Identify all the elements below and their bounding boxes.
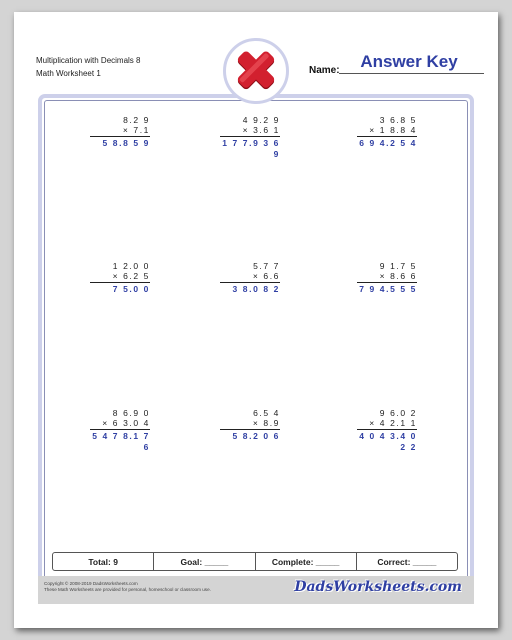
multiplicand: 1 2.0 0: [112, 261, 150, 271]
multiplier: × 1 8.8 4: [369, 125, 417, 135]
multiplicand: 8.2 9: [123, 115, 150, 125]
answer: 7 9 4.5 5 5: [359, 284, 417, 294]
worksheet-page: [14, 12, 498, 628]
score-box: [52, 552, 458, 571]
problem-1: [90, 115, 150, 149]
problem-8: [220, 408, 280, 442]
multiplier: × 3.6 1: [242, 125, 280, 135]
problem-3: [357, 115, 417, 149]
multiplier: × 7.1: [122, 125, 150, 135]
answer-rule: [220, 429, 280, 430]
multiplicand: 5.7 7: [253, 261, 280, 271]
title-line-1: Multiplication with Decimals 8: [36, 56, 141, 65]
problem-6: [357, 261, 417, 295]
answer: 4 0 4 3.4 0 2 2: [359, 431, 417, 452]
answer: 7 5.0 0: [112, 284, 150, 294]
multiplier: × 8.6 6: [379, 271, 417, 281]
multiplicand: 9 6.0 2: [379, 408, 417, 418]
answer-rule: [90, 429, 150, 430]
answer: 5 8.2 0 6: [232, 431, 280, 441]
red-x-icon: [223, 38, 289, 104]
answer: 1 7 7.9 3 6 9: [222, 138, 280, 159]
copyright-line-1: Copyright © 2008-2019 DadsWorksheets.com: [44, 581, 138, 586]
multiplier: × 8.9: [252, 418, 280, 428]
answer-rule: [357, 282, 417, 283]
answer-key-text: Answer Key: [360, 52, 458, 71]
problem-7: [90, 408, 150, 453]
multiplicand: 8 6.9 0: [112, 408, 150, 418]
correct-cell: Correct: _____: [377, 556, 437, 567]
multiplicand: 9 1.7 5: [379, 261, 417, 271]
answer-rule: [90, 282, 150, 283]
answer: 5 8.8 5 9: [102, 138, 150, 148]
goal-cell: Goal: _____: [154, 553, 255, 570]
total-cell: Total: 9: [53, 553, 154, 570]
problem-5: [220, 261, 280, 295]
multiplier: × 6.6: [252, 271, 280, 281]
brand-logo: DadsWorksheets.com: [294, 579, 462, 595]
worksheet-title: [36, 54, 140, 80]
answer-rule: [220, 136, 280, 137]
multiplier: × 6.2 5: [112, 271, 150, 281]
complete-cell: Complete: _____: [256, 553, 357, 570]
copyright: [44, 581, 211, 593]
multiplicand: 3 6.8 5: [379, 115, 417, 125]
problem-2: [220, 115, 280, 160]
answer-rule: [357, 136, 417, 137]
answer-rule: [220, 282, 280, 283]
name-line: [339, 73, 484, 74]
title-line-2: Math Worksheet 1: [36, 69, 101, 78]
problem-9: [357, 408, 417, 453]
multiplicand: 4 9.2 9: [242, 115, 280, 125]
answer: 3 8.0 8 2: [232, 284, 280, 294]
name-label: Name:: [309, 65, 340, 76]
copyright-line-2: These Math Worksheets are provided for personal, homeschool or classroom use.: [44, 587, 211, 592]
answer-rule: [357, 429, 417, 430]
answer: 5 4 7 8.1 7 6: [92, 431, 150, 452]
answer-rule: [90, 136, 150, 137]
multiplier: × 6 3.0 4: [102, 418, 150, 428]
answer: 6 9 4.2 5 4: [359, 138, 417, 148]
problem-frame-inner: [44, 100, 468, 579]
multiplicand: 6.5 4: [253, 408, 280, 418]
multiplier: × 4 2.1 1: [369, 418, 417, 428]
problem-4: [90, 261, 150, 295]
